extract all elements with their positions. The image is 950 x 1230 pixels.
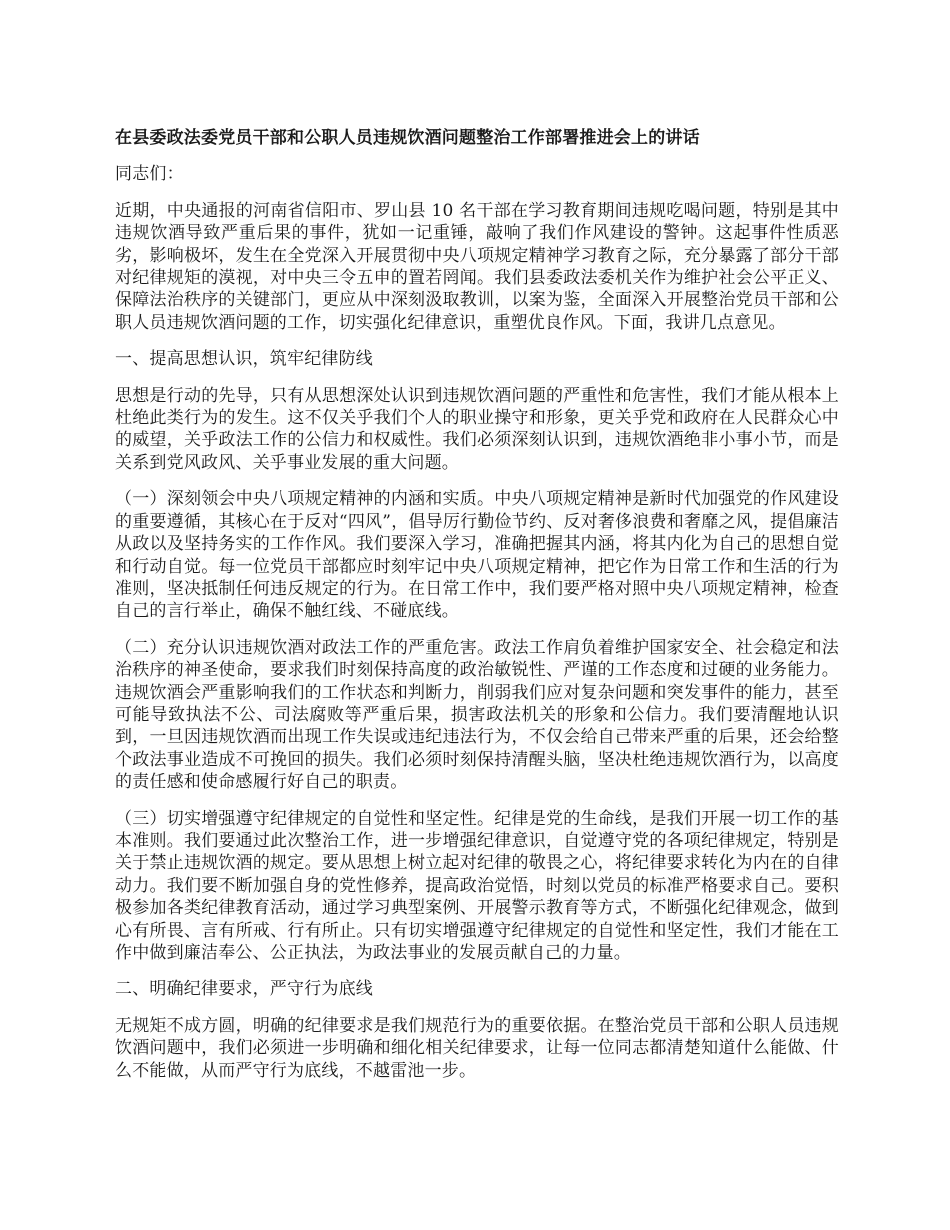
section-heading-1: 一、提高思想认识，筑牢纪律防线	[115, 349, 373, 370]
document-page	[115, 127, 839, 1096]
subsection-1-3-paragraph: （三）切实增强遵守纪律规定的自觉性和坚定性。纪律是党的生命线，是我们开展一切工作的基本准则。我们要通过此次整治工作，进一步增强纪律意识，自觉遵守党的各项纪律规定，特别是关于禁止违规饮酒的规定。要从思想上树立起对纪律的敬畏之心，将纪律要求转化为内在的自律动力。我们要不断加强自身的党性修养，提高政治觉悟，时刻以党员的标准严格要求自己。要积极参加各类纪律教育活动，通过学习典型案例、开展警示教育等方式，不断强化纪律观念，做到心有所畏、言有所戒、行有所止。只有切实增强遵守纪律规定的自觉性和坚定性，我们才能在工作中做到廉洁奉公、公正执法，为政法事业的发展贡献自己的力量。	[115, 808, 839, 963]
subsection-1-1-paragraph: （一）深刻领会中央八项规定精神的内涵和实质。中央八项规定精神是新时代加强党的作风建设的重要遵循，其核心在于反对“四风”，倡导厉行勤俭节约、反对奢侈浪费和奢靡之风，提倡廉洁从政以及坚持务实的工作作风。我们要深入学习，准确把握其内涵，将其内化为自己的思想自觉和行动自觉。每一位党员干部都应时刻牢记中央八项规定精神，把它作为日常工作和生活的行为准则，坚决抵制任何违反规定的行为。在日常工作中，我们要严格对照中央八项规定精神，检查自己的言行举止，确保不触红线、不碰底线。	[115, 489, 839, 622]
section-heading-2: 二、明确纪律要求，严守行为底线	[115, 979, 373, 1000]
section-1-paragraph: 思想是行动的先导，只有从思想深处认识到违规饮酒问题的严重性和危害性，我们才能从根本上杜绝此类行为的发生。这不仅关乎我们个人的职业操守和形象，更关乎党和政府在人民群众心中的威望，关乎政法工作的公信力和权威性。我们必须深刻认识到，违规饮酒绝非小事小节，而是关系到党风政风、关乎事业发展的重大问题。	[115, 385, 839, 473]
document-title: 在县委政法委党员干部和公职人员违规饮酒问题整治工作部署推进会上的讲话	[115, 128, 700, 148]
section-2-paragraph: 无规矩不成方圆，明确的纪律要求是我们规范行为的重要依据。在整治党员干部和公职人员违规饮酒问题中，我们必须进一步明确和细化相关纪律要求，让每一位同志都清楚知道什么能做、什么不能做，从而严守行为底线，不越雷池一步。	[115, 1015, 839, 1081]
subsection-1-2-paragraph: （二）充分认识违规饮酒对政法工作的严重危害。政法工作肩负着维护国家安全、社会稳定和法治秩序的神圣使命，要求我们时刻保持高度的政治敏锐性、严谨的工作态度和过硬的业务能力。违规饮酒会严重影响我们的工作状态和判断力，削弱我们应对复杂问题和突发事件的能力，甚至可能导致执法不公、司法腐败等严重后果，损害政法机关的形象和公信力。我们要清醒地认识到，一旦因违规饮酒而出现工作失误或违纪违法行为，不仅会给自己带来严重的后果，还会给整个政法事业造成不可挽回的损失。我们必须时刻保持清醒头脑，坚决杜绝违规饮酒行为，以高度的责任感和使命感履行好自己的职责。	[115, 637, 839, 793]
salutation: 同志们：	[115, 164, 184, 185]
intro-paragraph: 近期，中央通报的河南省信阳市、罗山县 10 名干部在学习教育期间违规吃喝问题，特别是其中违规饮酒导致严重后果的事件，犹如一记重锤，敲响了我们作风建设的警钟。这起事件性质恶劣，影响极坏，发生在全党深入开展贯彻中央八项规定精神学习教育之际，充分暴露了部分干部对纪律规矩的漠视，对中央三令五申的置若罔闻。我们县委政法委机关作为维护社会公平正义、保障法治秩序的关键部门，更应从中深刻汲取教训，以案为鉴，全面深入开展整治党员干部和公职人员违规饮酒问题的工作，切实强化纪律意识，重塑优良作风。下面，我讲几点意见。	[115, 200, 839, 333]
